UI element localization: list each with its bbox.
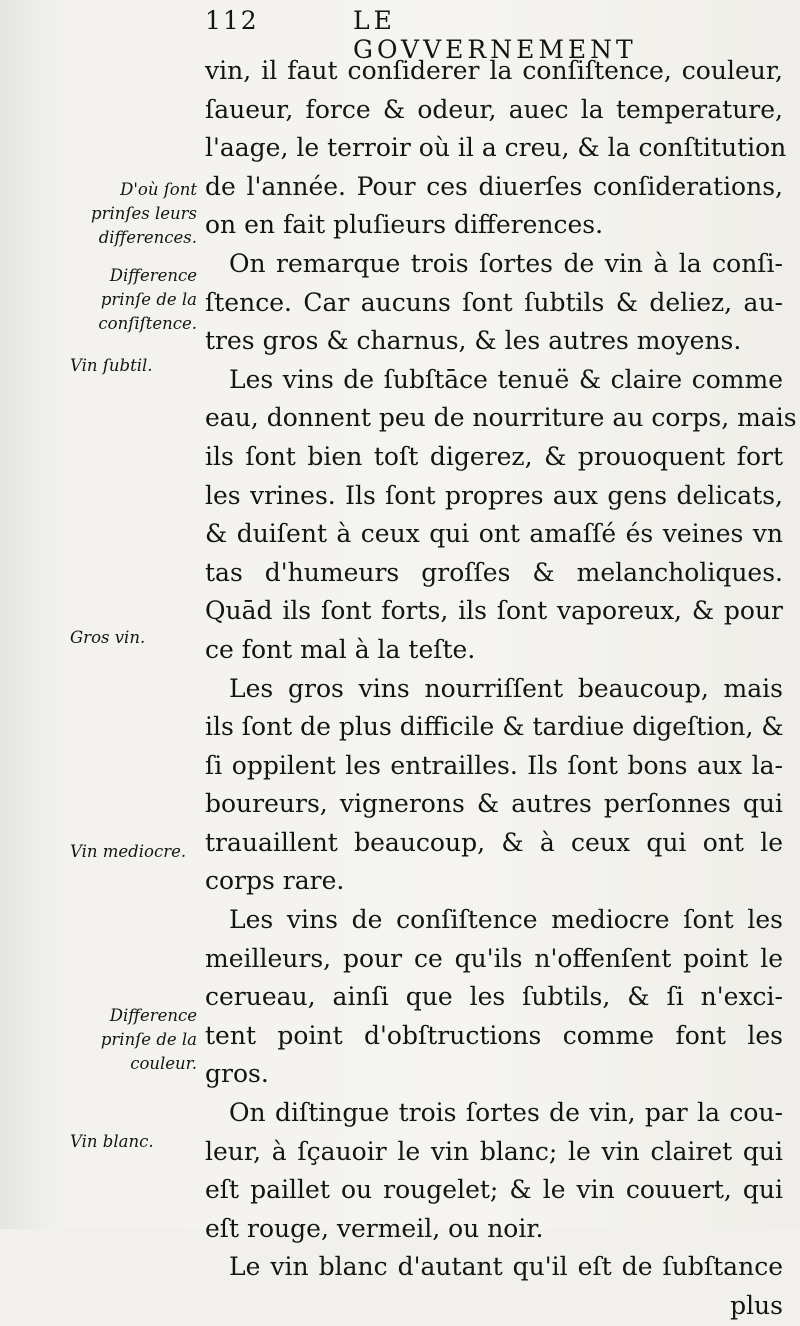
margin-note-line: couleur. bbox=[130, 1054, 197, 1073]
text-line: On remarque trois ſortes de vin à la conſi- bbox=[229, 248, 783, 278]
margin-note-line: prinſes leurs bbox=[91, 204, 197, 223]
margin-note-line: differences. bbox=[98, 228, 197, 247]
text-line: meilleurs, pour ce qu'ils n'offenſent point le bbox=[205, 943, 783, 973]
margin-note-vin-subtil bbox=[70, 354, 212, 378]
text-line: eſt paillet ou rougelet; & le vin couuert, qui bbox=[205, 1175, 783, 1205]
text-line: Quād ils ſont forts, ils ſont vaporeux, & pour bbox=[205, 596, 783, 626]
text-line: Les vins de ſubſtāce tenuë & claire comme bbox=[229, 364, 783, 394]
margin-note-line: Vin ſubtil. bbox=[70, 356, 153, 375]
margin-note-line: D'où ſont bbox=[120, 180, 197, 199]
margin-note-vin-mediocre bbox=[70, 840, 212, 864]
text-line: leur, à ſçauoir le vin blanc; le vin clairet qui bbox=[205, 1136, 783, 1166]
catchword: plus bbox=[730, 1291, 783, 1320]
text-line: tas d'humeurs groſſes & melancholiques. bbox=[205, 557, 783, 587]
text-line: eſt rouge, vermeil, ou noir. bbox=[205, 1213, 544, 1243]
text-line: ſaueur, force & odeur, auec la temperature, bbox=[205, 94, 783, 124]
text-line: ſi oppilent les entrailles. Ils ſont bons aux la- bbox=[205, 750, 783, 780]
margin-note-differences bbox=[55, 178, 197, 250]
margin-note-gros-vin bbox=[70, 626, 212, 650]
text-line: ce font mal à la teſte. bbox=[205, 634, 476, 664]
margin-note-line: Gros vin. bbox=[70, 628, 146, 647]
margin-note-line: Difference bbox=[109, 1006, 197, 1025]
text-line: On diſtingue trois ſortes de vin, par la cou- bbox=[229, 1098, 783, 1128]
text-line: corps rare. bbox=[205, 866, 345, 896]
text-line: eau, donnent peu de nourriture au corps, mais bbox=[205, 403, 797, 433]
text-line: & duiſent à ceux qui ont amaſſé és veines vn bbox=[205, 519, 783, 549]
margin-note-line: prinſe de la bbox=[100, 1030, 197, 1049]
text-line: Les gros vins nourriſſent beaucoup, mais bbox=[229, 673, 783, 703]
running-header bbox=[205, 6, 665, 64]
text-line: tent point d'obſtructions comme font les bbox=[205, 1020, 783, 1050]
text-line: tres gros & charnus, & les autres moyens. bbox=[205, 326, 742, 356]
margin-note-consistence bbox=[55, 264, 197, 336]
text-line: on en fait pluſieurs differences. bbox=[205, 210, 604, 240]
text-line: l'aage, le terroir où il a creu, & la conſtitution bbox=[205, 133, 787, 163]
margin-note-line: Vin blanc. bbox=[70, 1132, 154, 1151]
margin-note-line: conſiſtence. bbox=[98, 314, 197, 333]
text-line: Les vins de conſiſtence mediocre ſont les bbox=[229, 905, 783, 935]
running-title: LE GOVVERNEMENT bbox=[353, 6, 637, 64]
text-line: cerueau, ainſi que les ſubtils, & ſi n'exci- bbox=[205, 982, 783, 1012]
margin-note-line: Difference bbox=[109, 266, 197, 285]
text-line: ils ſont de plus difficile & tardiue digeſtion, & bbox=[205, 712, 784, 742]
margin-note-vin-blanc bbox=[70, 1130, 212, 1154]
text-line: ſtence. Car aucuns ſont ſubtils & deliez, au- bbox=[205, 287, 783, 317]
main-text bbox=[205, 52, 797, 1326]
margin-note-line: prinſe de la bbox=[100, 290, 197, 309]
text-line: Le vin blanc d'autant qu'il eſt de ſubſtance bbox=[229, 1252, 783, 1282]
text-line: boureurs, vignerons & autres perſonnes qui bbox=[205, 789, 783, 819]
text-line: de l'année. Pour ces diuerſes conſiderations, bbox=[205, 171, 783, 201]
margin-note-line: Vin mediocre. bbox=[70, 842, 187, 861]
text-line: ils ſont bien toſt digerez, & prouoquent fort bbox=[205, 441, 783, 471]
margin-note-couleur bbox=[55, 1004, 197, 1076]
text-line: trauaillent beaucoup, & à ceux qui ont le bbox=[205, 827, 783, 857]
text-line: vin, il faut conſiderer la conſiſtence, couleur, bbox=[205, 56, 783, 85]
text-line: les vrines. Ils ſont propres aux gens delicats, bbox=[205, 480, 783, 510]
text-line: gros. bbox=[205, 1059, 269, 1089]
page-number: 112 bbox=[205, 6, 259, 35]
